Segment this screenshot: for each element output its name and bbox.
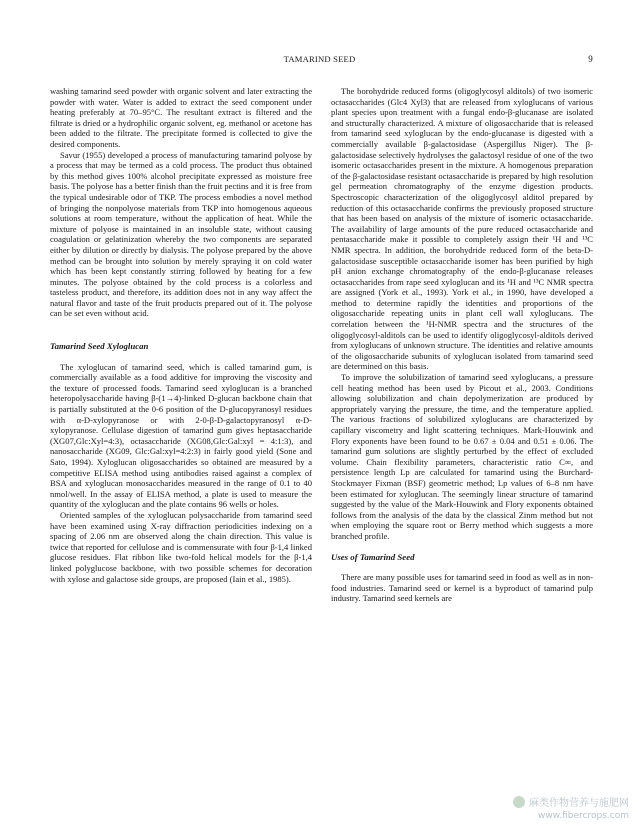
running-header — [0, 54, 639, 68]
paragraph: The borohydride reduced forms (oligoglycosyl alditols) of two isomeric octasaccharides (Glc4 Xyl3) that are released from xyloglucans of various plant species upon treatment with a fungal endo-β-glucanase are isolated and structurally characterized. A mixture of oligosaccharide that is released from tamarind seed xyloglucan by the endo-glucanase is digested with a commercially available β-galactosidase (Aspergillus Niger). The β-galactosidase selectively hydrolyses the galactosyl residue of one of the two isomeric octasaccharides present in the mixture. A homogenous preparation of the β-galactosidase resistant octasaccharide is prepared by high resolution gel permeation chromatography of the enzyme digestion products. Spectroscopic characterization of the oligoglycosyl alditol prepared by reduction of this octasaccharide confirms the previously proposed structure that has been based on analysis of the mixture of isomeric octasaccharide. The availability of large amounts of the pure reduced octasaccharide and pentasaccharide make it possible to completely assign their ¹H and ¹³C NMR spectra. In addition, the borohydride reduced form of the beta-D-galactosidase susceptible octasaccharide isomer has been purified by high pH anion exchange chromatography of the endo-β-glucanase releases octasaccharides from rape seed xyloglucan and its ¹H and ¹³C NMR spectra are assigned (York et al., 1993). York et al., in 1990, have developed a method to determine rapidly the identities and proportions of the oligosaccharide repeating units in plant cell wall xyloglucans. The correlation between the ¹H-NMR spectra and the structures of the oligoglycosyl-alditols can be used to identify oligoglycosyl-alditols derived from xyloglucans of unknown structure. The identities and relative amounts of the oligosaccharide subunits of xyloglucan isolated from tamarind seed are determined on this basis. — [331, 86, 593, 372]
leaf-logo-icon — [513, 796, 525, 808]
page-number: 9 — [588, 54, 593, 64]
paragraph: The xyloglucan of tamarind seed, which is called tamarind gum, is commercially available as a food additive for improving the viscosity and the texture of processed foods. Tamarind seed xyloglucan is a branched heteropolysaccharide having β-(1→4)-linked D-glucan backbone chain that is partially substituted at the 0-6 position of the D-glucopyranosyl residues with α-D-xylopyranose or with 2-0-β-D-galactopyranosyl α-D-xylopyranose. Cellulase digestion of tamarind gum gives heptasaccharide (XG07,Glc:Xyl=4:3), octasaccharide (XG08,Glc:Gal:xyl = 4:1:3), and nanosaccharide (XG09, Glc:Gal:xyl=4:2:3) in fairly good yield (Sone and Sato, 1994). Xyloglucan oligosaccharides so obtained are measured by a competitive ELISA method using antibodies raised against a complex of BSA and xyloglucan monosaccharides measured in the range of 0.1 to 40 nmol/well. In the assay of ELISA method, a plate is used to measure the quantity of the xyloglucan and the plate contains 96 wells or holes. — [50, 361, 312, 510]
watermark-text: 麻类作物营养与施肥网 — [529, 798, 629, 809]
watermark-line — [513, 796, 629, 810]
right-column — [331, 86, 593, 604]
watermark-url: www.fibercrops.com — [538, 811, 629, 821]
paragraph: There are many possible uses for tamarind seed in food as well as in non-food industries. Tamarind seed or kernel is a byproduct of tamarind pulp industry. Tamarind seed kernels are — [331, 572, 593, 604]
paragraph: To improve the solubilization of tamarind seed xyloglucans, a pressure cell heating method has been used by Picout et al., 2003. Conditions allowing solubilization and chain depolymerization are produced by appropriately varying the pressure, the time, and the temperature applied. The various fractions of solubilized xyloglucans are characterized by capillary viscometry and light scattering techniques. Mark-Houwink and Flory exponents have been found to be 0.67 ± 0.04 and 0.51 ± 0.06. The tamarind gum solutions are slightly perturbed by the effect of excluded volume. Chain flexibility parameters, characteristic ratio C∞, and persistence length Lp are calculated for tamarind using the Burchard-Stockmayer Fixman (BSF) geometric method; Lp values of 6–8 nm have been estimated for xyloglucan. The seemingly linear structure of tamarind suggested by the value of the Mark-Houwink and Flory exponents obtained follows from the analysis of the data by the classical Zinm method but not when employing the square root or Berry method which suggests a more branched profile. — [331, 372, 593, 541]
left-column — [50, 86, 312, 584]
paragraph: Savur (1955) developed a process of manufacturing tamarind polyose by a process that may be termed as a cold process. The product thus obtained by this method gives 100% alcohol precipitate expressed as moisture free basis. The polyose has a better finish than the fruit pectins and it is free from the typical undesirable odor of TKP. The process embodies a novel method of bringing the nonpolyose materials from TKP into homogenous aqueous solutions at room temperature, without the application of heat. While the mixture of polyose is maintained in an insoluble state, without causing coagulation or gelatinization whereby the two components are separated either by dilution or directly by dialysis. The polyose prepared by the above method can be brought into solution by merely spraying it on cold water which has been kept constantly stirring followed by heating for a few minutes. The polyose obtained by the cold process is a colorless and tasteless product, and therefore, its addition does not in any way affect the natural flavor and taste of the fruit products prepared out of it. The polyose can be set even without acid. — [50, 149, 312, 319]
paragraph: Oriented samples of the xyloglucan polysaccharide from tamarind seed have been examined using X-ray diffraction periodicities indexing on a spacing of 2.06 nm are observed along the chain direction. This value is twice that reported for cellulose and is commensurate with four β-1,4 linked glucose residues. Flat ribbon like two-fold helical models for the β-1,4 linked polyglucose backbone, with two possible schemes for decoration with xylose and galactose side groups, are proposed (Iain et al., 1985). — [50, 509, 312, 584]
paragraph: washing tamarind seed powder with organic solvent and later extracting the powder with water. Water is added to extract the seed component under heating preferably at 70–95°C. The resultant extract is filtered and the filtrate is dried or a hydrophilic organic solvent, eg. methanol or acetone has been added to the filtrate. The precipitate formed is collected to give the desired components. — [50, 86, 312, 149]
running-title: TAMARIND SEED — [283, 54, 356, 64]
watermark — [513, 796, 629, 822]
section-heading-uses: Uses of Tamarind Seed — [331, 551, 415, 562]
section-heading-xyloglucan: Tamarind Seed Xyloglucan — [50, 341, 149, 352]
